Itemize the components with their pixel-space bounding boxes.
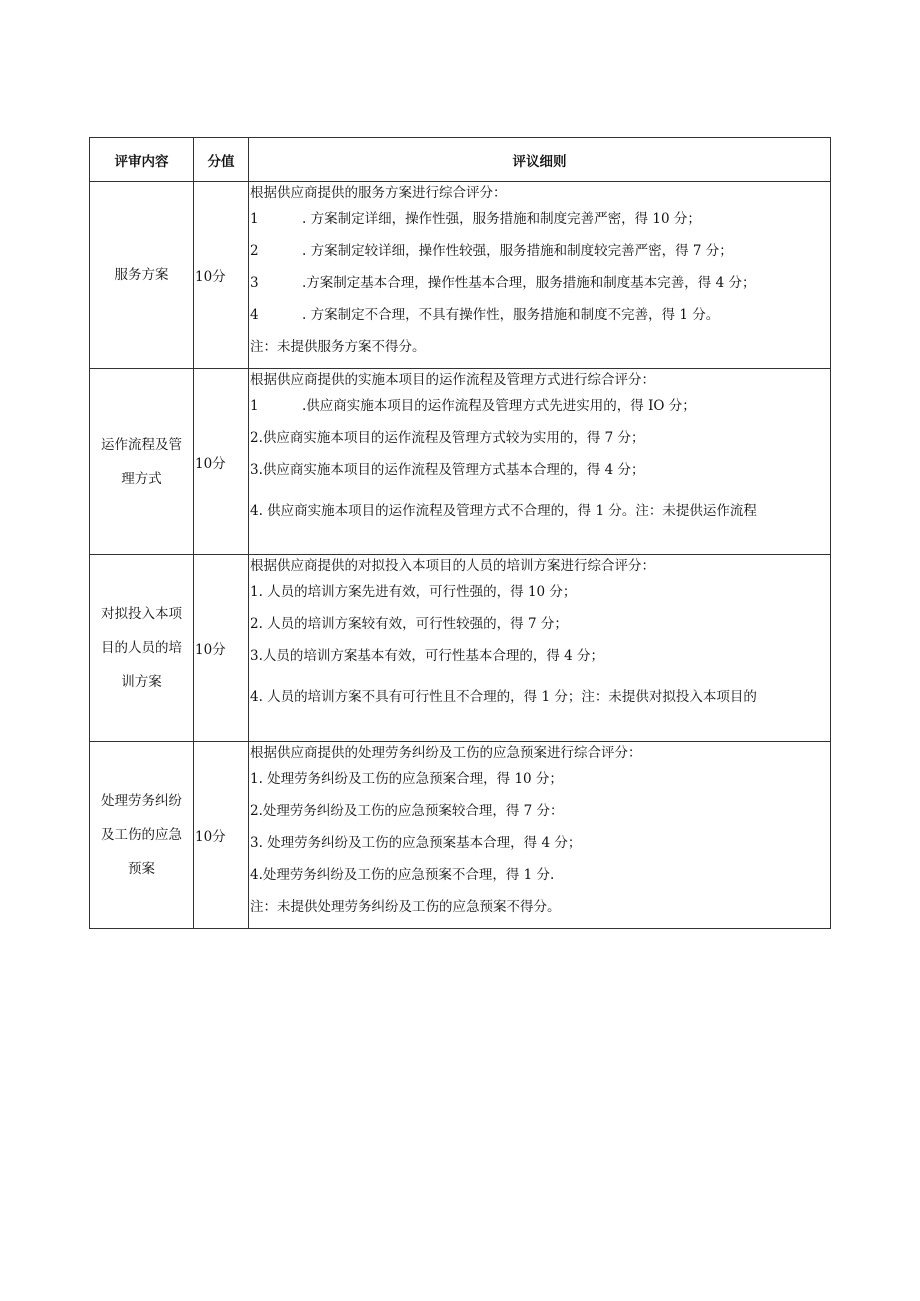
table-row xyxy=(90,742,831,929)
table-row xyxy=(90,182,831,369)
detail-item xyxy=(249,391,830,423)
detail-item: 4.处理劳务纠纷及工伤的应急预案不合理，得 1 分. xyxy=(250,867,555,883)
item-number: 2 xyxy=(250,243,259,259)
header-detail: 评议细则 xyxy=(249,138,831,182)
detail-item: 4. 人员的培训方案不具有可行性且不合理的，得 1 分；注：未提供对拟投入本项目的 xyxy=(250,689,757,705)
row-score: 10分 xyxy=(194,742,249,929)
item-text: .方案制定基本合理，操作性基本合理，服务措施和制度基本完善，得 4 分； xyxy=(302,275,756,291)
detail-item xyxy=(249,204,830,236)
row-content-training-plan: 对拟投入本项目的人员的培训方案 xyxy=(90,555,194,742)
detail-intro: 根据供应商提供的服务方案进行综合评分： xyxy=(250,185,507,201)
detail-item xyxy=(249,268,830,300)
detail-intro: 根据供应商提供的实施本项目的运作流程及管理方式进行综合评分： xyxy=(250,372,655,388)
item-number: 1 xyxy=(250,211,259,227)
row-score: 10分 xyxy=(194,555,249,742)
detail-item: 3. 处理劳务纠纷及工伤的应急预案基本合理，得 4 分； xyxy=(250,835,582,851)
detail-item: 1. 人员的培训方案先进有效，可行性强的，得 10 分； xyxy=(250,584,577,600)
detail-item: 3.人员的培训方案基本有效，可行性基本合理的，得 4 分； xyxy=(250,648,605,664)
detail-item: 1. 处理劳务纠纷及工伤的应急预案合理，得 10 分； xyxy=(250,771,563,787)
table-row xyxy=(90,555,831,742)
row-detail xyxy=(249,369,831,555)
detail-note: 注：未提供服务方案不得分。 xyxy=(250,339,426,355)
row-content-service-plan: 服务方案 xyxy=(90,182,194,369)
item-text: . 方案制定不合理，不具有操作性，服务措施和制度不完善，得 1 分。 xyxy=(302,307,720,323)
row-detail xyxy=(249,742,831,929)
header-row xyxy=(90,138,831,182)
detail-item: 2.处理劳务纠纷及工伤的应急预案较合理，得 7 分： xyxy=(250,803,564,819)
row-content-operation-process: 运作流程及管理方式 xyxy=(90,369,194,555)
item-text: . 方案制定详细，操作性强，服务措施和制度完善严密，得 10 分； xyxy=(302,211,701,227)
detail-intro: 根据供应商提供的处理劳务纠纷及工伤的应急预案进行综合评分： xyxy=(250,745,642,761)
detail-item: 2.供应商实施本项目的运作流程及管理方式较为实用的，得 7 分； xyxy=(250,430,645,446)
row-detail xyxy=(249,182,831,369)
detail-note: 注：未提供处理劳务纠纷及工伤的应急预案不得分。 xyxy=(250,899,561,915)
detail-item: 2. 人员的培训方案较有效，可行性较强的，得 7 分； xyxy=(250,616,568,632)
item-text: . 方案制定较详细，操作性较强，服务措施和制度较完善严密，得 7 分； xyxy=(302,243,733,259)
detail-item xyxy=(249,300,830,332)
item-number: 4 xyxy=(250,307,259,323)
row-score: 10分 xyxy=(194,369,249,555)
detail-item: 3.供应商实施本项目的运作流程及管理方式基本合理的，得 4 分； xyxy=(250,462,645,478)
row-content-emergency-plan: 处理劳务纠纷及工伤的应急预案 xyxy=(90,742,194,929)
item-number: 3 xyxy=(250,275,259,291)
detail-item: 4. 供应商实施本项目的运作流程及管理方式不合理的，得 1 分。注：未提供运作流程 xyxy=(250,503,757,519)
detail-item xyxy=(249,236,830,268)
header-content: 评审内容 xyxy=(90,138,194,182)
item-number: 1 xyxy=(250,398,259,414)
table-row xyxy=(90,369,831,555)
row-score: 10分 xyxy=(194,182,249,369)
detail-intro: 根据供应商提供的对拟投入本项目的人员的培训方案进行综合评分： xyxy=(250,558,655,574)
scoring-criteria-table xyxy=(89,137,831,929)
row-detail xyxy=(249,555,831,742)
header-score: 分值 xyxy=(194,138,249,182)
item-text: .供应商实施本项目的运作流程及管理方式先进实用的，得 IO 分； xyxy=(302,398,696,414)
